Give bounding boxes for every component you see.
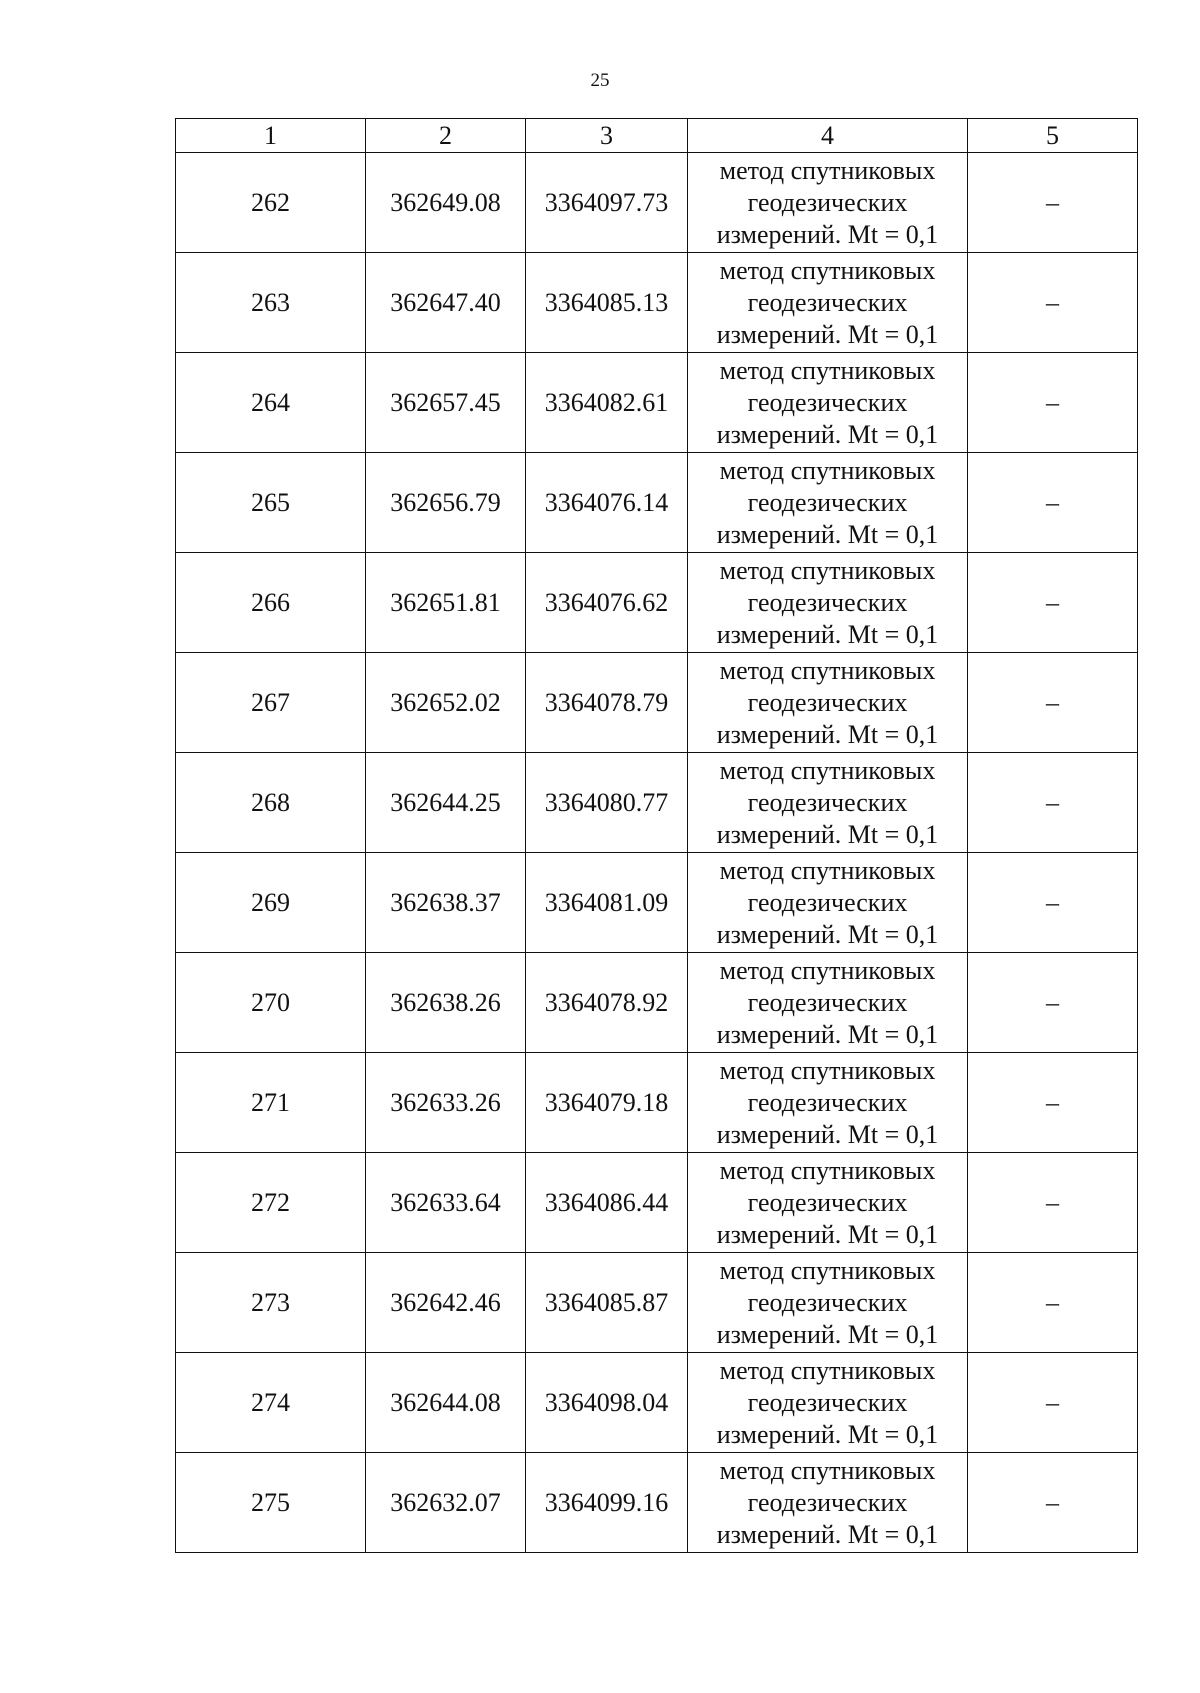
column-header: 1 <box>176 119 366 153</box>
note-cell: – <box>968 253 1138 353</box>
measurement-method <box>688 1453 968 1553</box>
note-cell: – <box>968 753 1138 853</box>
method-line: измерений. Mt = 0,1 <box>716 219 939 249</box>
table-row <box>176 1153 1138 1253</box>
table-row <box>176 453 1138 553</box>
table-row <box>176 853 1138 953</box>
point-number: 274 <box>176 1353 366 1453</box>
measurement-method <box>688 553 968 653</box>
measurement-method <box>688 953 968 1053</box>
measurement-method <box>688 153 968 253</box>
y-coordinate: 3364080.77 <box>526 753 688 853</box>
table-row <box>176 1353 1138 1453</box>
measurement-method <box>688 853 968 953</box>
point-number: 262 <box>176 153 366 253</box>
table-header-row <box>176 119 1138 153</box>
measurement-method <box>688 1153 968 1253</box>
measurement-method <box>688 253 968 353</box>
method-line: метод спутниковых <box>719 1155 936 1185</box>
note-cell: – <box>968 1053 1138 1153</box>
method-line: геодезических <box>747 387 908 417</box>
note-cell: – <box>968 853 1138 953</box>
method-line: геодезических <box>747 1087 908 1117</box>
method-line: геодезических <box>747 487 908 517</box>
method-line: измерений. Mt = 0,1 <box>716 619 939 649</box>
note-cell: – <box>968 1353 1138 1453</box>
method-line: метод спутниковых <box>719 955 936 985</box>
method-line: метод спутниковых <box>719 1255 936 1285</box>
point-number: 271 <box>176 1053 366 1153</box>
point-number: 272 <box>176 1153 366 1253</box>
point-number: 268 <box>176 753 366 853</box>
table-row <box>176 953 1138 1053</box>
measurement-method <box>688 1253 968 1353</box>
method-line: измерений. Mt = 0,1 <box>716 719 939 749</box>
method-line: геодезических <box>747 687 908 717</box>
measurement-method <box>688 1053 968 1153</box>
method-line: геодезических <box>747 587 908 617</box>
column-header: 4 <box>688 119 968 153</box>
method-line: метод спутниковых <box>719 655 936 685</box>
measurement-method <box>688 753 968 853</box>
y-coordinate: 3364085.13 <box>526 253 688 353</box>
y-coordinate: 3364097.73 <box>526 153 688 253</box>
method-line: геодезических <box>747 1287 908 1317</box>
page-number: 25 <box>590 70 610 91</box>
method-line: измерений. Mt = 0,1 <box>716 1019 939 1049</box>
table-row <box>176 1253 1138 1353</box>
note-cell: – <box>968 1453 1138 1553</box>
y-coordinate: 3364079.18 <box>526 1053 688 1153</box>
note-cell: – <box>968 553 1138 653</box>
y-coordinate: 3364085.87 <box>526 1253 688 1353</box>
table-row <box>176 253 1138 353</box>
column-header: 5 <box>968 119 1138 153</box>
x-coordinate: 362657.45 <box>366 353 526 453</box>
measurement-method <box>688 353 968 453</box>
method-line: измерений. Mt = 0,1 <box>716 1519 939 1549</box>
x-coordinate: 362651.81 <box>366 553 526 653</box>
table-row <box>176 753 1138 853</box>
method-line: метод спутниковых <box>719 1355 936 1385</box>
x-coordinate: 362642.46 <box>366 1253 526 1353</box>
method-line: геодезических <box>747 1187 908 1217</box>
method-line: метод спутниковых <box>719 1455 936 1485</box>
x-coordinate: 362644.08 <box>366 1353 526 1453</box>
x-coordinate: 362656.79 <box>366 453 526 553</box>
method-line: метод спутниковых <box>719 755 936 785</box>
method-line: измерений. Mt = 0,1 <box>716 319 939 349</box>
method-line: измерений. Mt = 0,1 <box>716 419 939 449</box>
method-line: метод спутниковых <box>719 355 936 385</box>
table-row <box>176 353 1138 453</box>
note-cell: – <box>968 653 1138 753</box>
method-line: геодезических <box>747 787 908 817</box>
note-cell: – <box>968 453 1138 553</box>
column-header: 3 <box>526 119 688 153</box>
y-coordinate: 3364078.79 <box>526 653 688 753</box>
point-number: 265 <box>176 453 366 553</box>
x-coordinate: 362644.25 <box>366 753 526 853</box>
note-cell: – <box>968 353 1138 453</box>
measurement-method <box>688 1353 968 1453</box>
method-line: геодезических <box>747 187 908 217</box>
table-row <box>176 153 1138 253</box>
column-header: 2 <box>366 119 526 153</box>
table-row <box>176 1453 1138 1553</box>
method-line: геодезических <box>747 987 908 1017</box>
x-coordinate: 362633.64 <box>366 1153 526 1253</box>
point-number: 275 <box>176 1453 366 1553</box>
note-cell: – <box>968 1253 1138 1353</box>
method-line: геодезических <box>747 287 908 317</box>
note-cell: – <box>968 953 1138 1053</box>
note-cell: – <box>968 1153 1138 1253</box>
point-number: 273 <box>176 1253 366 1353</box>
table-row <box>176 653 1138 753</box>
note-cell: – <box>968 153 1138 253</box>
table-row <box>176 1053 1138 1153</box>
point-number: 264 <box>176 353 366 453</box>
method-line: измерений. Mt = 0,1 <box>716 1219 939 1249</box>
point-number: 263 <box>176 253 366 353</box>
method-line: метод спутниковых <box>719 155 936 185</box>
table-row <box>176 553 1138 653</box>
point-number: 266 <box>176 553 366 653</box>
method-line: геодезических <box>747 1387 908 1417</box>
method-line: измерений. Mt = 0,1 <box>716 819 939 849</box>
x-coordinate: 362638.37 <box>366 853 526 953</box>
method-line: измерений. Mt = 0,1 <box>716 1419 939 1449</box>
method-line: измерений. Mt = 0,1 <box>716 519 939 549</box>
method-line: метод спутниковых <box>719 255 936 285</box>
method-line: метод спутниковых <box>719 1055 936 1085</box>
y-coordinate: 3364086.44 <box>526 1153 688 1253</box>
measurement-method <box>688 653 968 753</box>
x-coordinate: 362652.02 <box>366 653 526 753</box>
y-coordinate: 3364099.16 <box>526 1453 688 1553</box>
y-coordinate: 3364076.62 <box>526 553 688 653</box>
y-coordinate: 3364078.92 <box>526 953 688 1053</box>
method-line: метод спутниковых <box>719 455 936 485</box>
x-coordinate: 362649.08 <box>366 153 526 253</box>
method-line: измерений. Mt = 0,1 <box>716 1319 939 1349</box>
x-coordinate: 362647.40 <box>366 253 526 353</box>
x-coordinate: 362632.07 <box>366 1453 526 1553</box>
measurement-method <box>688 453 968 553</box>
y-coordinate: 3364098.04 <box>526 1353 688 1453</box>
method-line: геодезических <box>747 1487 908 1517</box>
method-line: геодезических <box>747 887 908 917</box>
y-coordinate: 3364076.14 <box>526 453 688 553</box>
method-line: метод спутниковых <box>719 855 936 885</box>
method-line: измерений. Mt = 0,1 <box>716 919 939 949</box>
point-number: 270 <box>176 953 366 1053</box>
y-coordinate: 3364082.61 <box>526 353 688 453</box>
point-number: 269 <box>176 853 366 953</box>
method-line: измерений. Mt = 0,1 <box>716 1119 939 1149</box>
method-line: метод спутниковых <box>719 555 936 585</box>
x-coordinate: 362633.26 <box>366 1053 526 1153</box>
coordinates-table <box>175 118 1138 1553</box>
y-coordinate: 3364081.09 <box>526 853 688 953</box>
x-coordinate: 362638.26 <box>366 953 526 1053</box>
point-number: 267 <box>176 653 366 753</box>
